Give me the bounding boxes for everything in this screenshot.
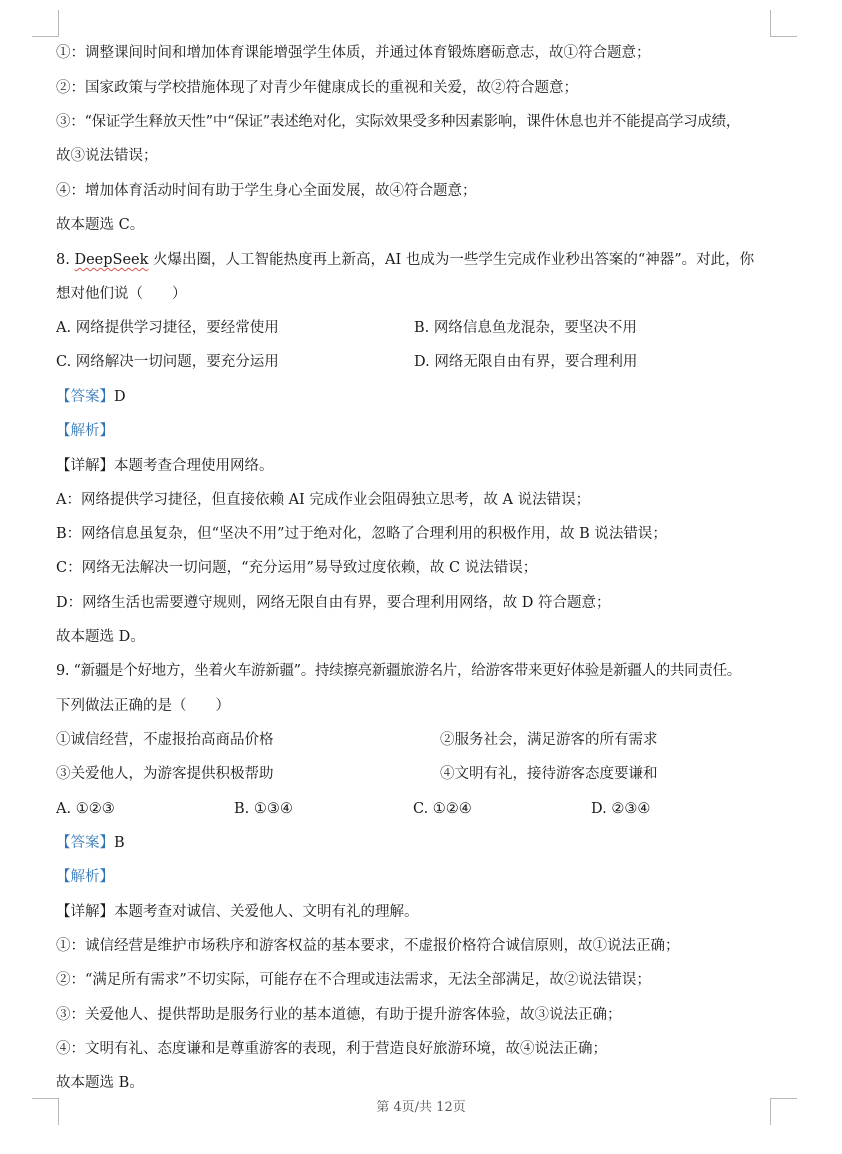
q7-analysis-line-1: ①：调整课间时间和增加体育课能增强学生体质，并通过体育锻炼磨砺意志，故①符合题意； bbox=[56, 45, 651, 61]
q8-explanation-c: C：网络无法解决一切问题，“充分运用”易导致过度依赖，故 C 说法错误； bbox=[56, 560, 538, 576]
q7-analysis-line-3b: 故③说法错误； bbox=[56, 148, 158, 164]
q9-option-c: C. ①②④ bbox=[413, 801, 472, 817]
q9-explanation-4: ④：文明有礼、态度谦和是尊重游客的表现，利于营造良好旅游环境，故④说法正确； bbox=[56, 1041, 607, 1057]
q9-conclusion: 故本题选 B。 bbox=[56, 1075, 144, 1091]
q9-statement-1: ①诚信经营，不虚报抬高商品价格 bbox=[56, 732, 274, 748]
q9-analysis-label: 【解析】 bbox=[56, 869, 114, 885]
q8-answer-line bbox=[56, 387, 126, 407]
crop-mark-top-left bbox=[32, 10, 59, 37]
q8-analysis-label: 【解析】 bbox=[56, 423, 114, 439]
q7-conclusion: 故本题选 C。 bbox=[56, 217, 145, 233]
q8-explanation-a: A：网络提供学习捷径，但直接依赖 AI 完成作业会阻碍独立思考，故 A 说法错误； bbox=[56, 492, 591, 508]
page-footer: 第 4页/共 12页 bbox=[376, 1100, 466, 1115]
q9-answer-label: 【答案】 bbox=[56, 835, 114, 851]
q9-detail-line bbox=[56, 902, 419, 922]
q8-answer-label: 【答案】 bbox=[56, 389, 114, 405]
q7-analysis-line-2: ②：国家政策与学校措施体现了对青少年健康成长的重视和关爱，故②符合题意； bbox=[56, 80, 578, 96]
q9-statement-2: ②服务社会，满足游客的所有需求 bbox=[440, 732, 658, 748]
q8-stem-line-1 bbox=[56, 250, 754, 270]
q8-detail-line bbox=[56, 456, 274, 476]
q9-detail-intro: 本题考查对诚信、关爱他人、文明有礼的理解。 bbox=[114, 904, 419, 920]
q8-explanation-b: B：网络信息虽复杂，但“坚决不用”过于绝对化，忽略了合理利用的积极作用，故 B 说法错误； bbox=[56, 526, 667, 542]
q7-analysis-line-4: ④：增加体育活动时间有助于学生身心全面发展，故④符合题意； bbox=[56, 183, 477, 199]
q8-conclusion: 故本题选 D。 bbox=[56, 629, 145, 645]
q9-answer-line bbox=[56, 833, 125, 853]
q8-brand-name: DeepSeek bbox=[74, 252, 149, 268]
q8-answer-value: D bbox=[114, 389, 126, 405]
q9-option-a: A. ①②③ bbox=[56, 801, 115, 817]
crop-mark-top-right bbox=[770, 10, 797, 37]
q9-stem-line-1: 9. “新疆是个好地方，坐着火车游新疆”。持续擦亮新疆旅游名片，给游客带来更好体验是新疆人的共同责任。 bbox=[56, 663, 741, 679]
q8-option-d: D. 网络无限自由有界，要合理利用 bbox=[414, 354, 638, 370]
q8-stem-text: 火爆出圈，人工智能热度再上新高，AI 也成为一些学生完成作业秒出答案的“神器”。对此，你 bbox=[148, 252, 755, 268]
q8-option-a: A. 网络提供学习捷径，要经常使用 bbox=[56, 320, 279, 336]
q8-option-c: C. 网络解决一切问题，要充分运用 bbox=[56, 354, 279, 370]
q8-detail-intro: 本题考查合理使用网络。 bbox=[114, 458, 274, 474]
q9-stem-line-2: 下列做法正确的是（ ） bbox=[56, 698, 230, 714]
q8-explanation-d: D：网络生活也需要遵守规则，网络无限自由有界，要合理利用网络，故 D 符合题意； bbox=[56, 595, 611, 611]
q7-analysis-line-3a: ③：“保证学生释放天性”中“保证”表述绝对化，实际效果受多种因素影响，课件休息也并不能提高学习成绩， bbox=[56, 114, 741, 130]
q8-number: 8. bbox=[56, 252, 75, 268]
q9-option-d: D. ②③④ bbox=[591, 801, 651, 817]
q9-explanation-3: ③：关爱他人、提供帮助是服务行业的基本道德，有助于提升游客体验，故③说法正确； bbox=[56, 1007, 622, 1023]
q8-detail-label: 【详解】 bbox=[56, 458, 114, 474]
q9-explanation-2: ②：“满足所有需求”不切实际，可能存在不合理或违法需求，无法全部满足，故②说法错误； bbox=[56, 972, 651, 988]
q8-stem-line-2: 想对他们说（ ） bbox=[56, 286, 187, 302]
q9-detail-label: 【详解】 bbox=[56, 904, 114, 920]
q8-option-b: B. 网络信息鱼龙混杂，要坚决不用 bbox=[414, 320, 637, 336]
q9-option-b: B. ①③④ bbox=[234, 801, 293, 817]
q9-statement-3: ③关爱他人，为游客提供积极帮助 bbox=[56, 766, 274, 782]
q9-statement-4: ④文明有礼，接待游客态度要谦和 bbox=[440, 766, 658, 782]
q9-explanation-1: ①：诚信经营是维护市场秩序和游客权益的基本要求，不虚报价格符合诚信原则，故①说法正确； bbox=[56, 938, 680, 954]
q9-answer-value: B bbox=[114, 835, 125, 851]
